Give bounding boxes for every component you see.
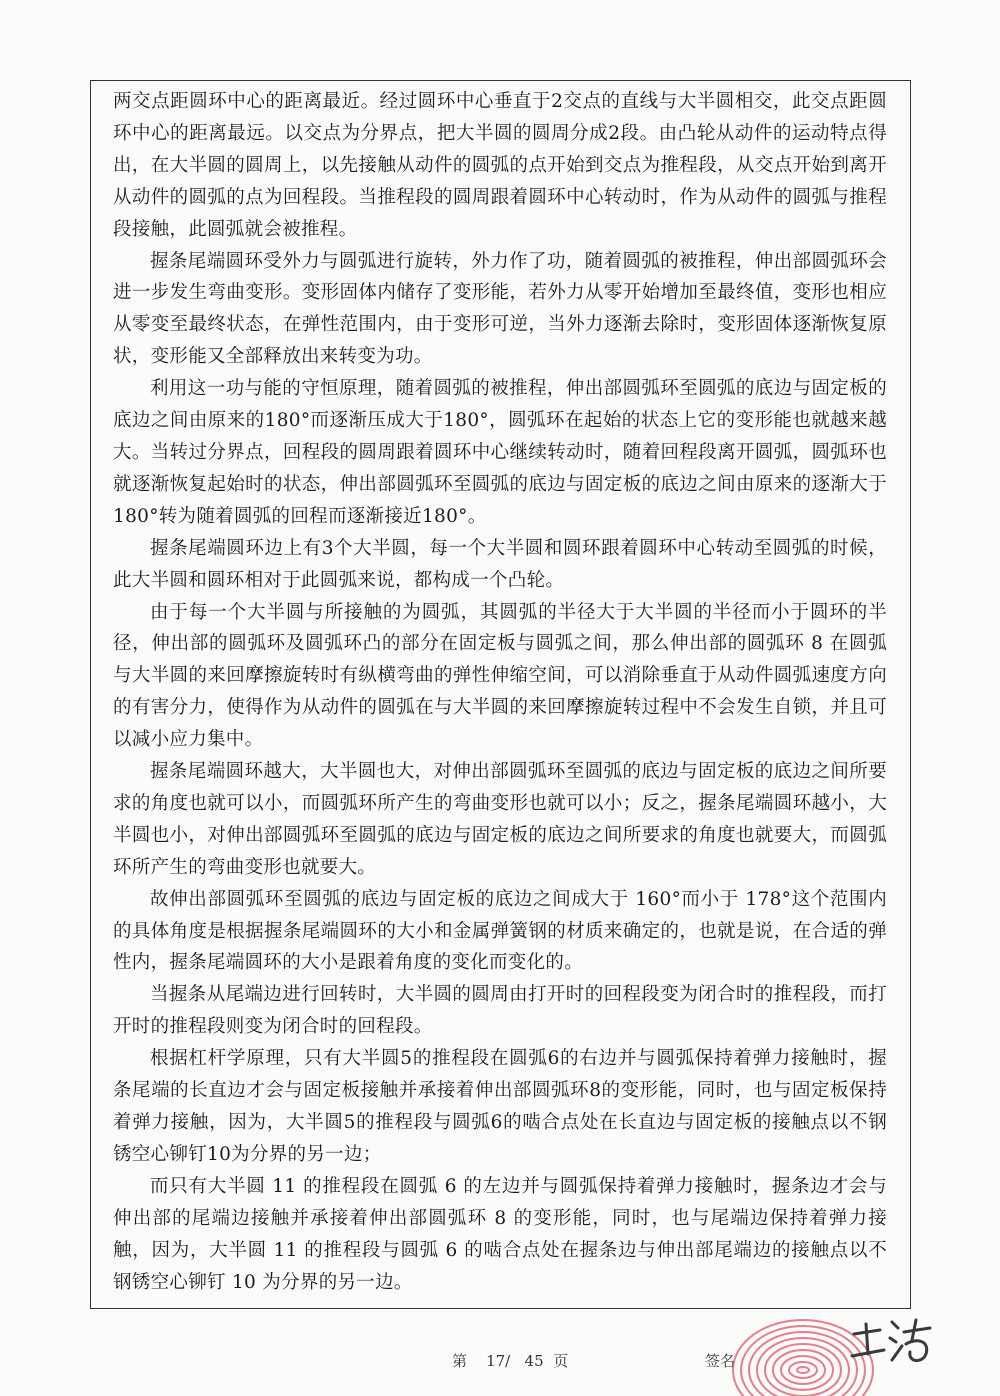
paragraph-4: 握条尾端圆环边上有3个大半圆，每一个大半圆和圆环跟着圆环中心转动至圆弧的时候，此大半圆和圆环相对于此圆弧来说，都构成一个凸轮。 xyxy=(113,537,887,591)
paragraph-3: 利用这一功与能的守恒原理，随着圆弧的被推程，伸出部圆弧环至圆弧的底边与固定板的底边之间由原来的180°而逐渐压成大于180°，圆弧环在起始的状态上它的变形能也就越来越大。当转过分界点，回程段的圆周跟着圆环中心继续转动时，随着回程段离开圆弧，圆弧环也就逐渐恢复起始时的状态，伸出部圆弧环至圆弧的底边与固定板的底边之间由原来的逐渐大于180°转为随着圆弧的回程而逐渐接近180°。 xyxy=(113,378,887,527)
paragraph-7: 故伸出部圆弧环至圆弧的底边与固定板的底边之间成大于 160°而小于 178°这个范围内的具体角度是根据握条尾端圆环的大小和金属弹簧钢的材质来确定的，也就是说，在合适的弹性内，握条尾端圆环的大小是跟着角度的变化而变化的。 xyxy=(113,888,887,974)
paragraph-5: 由于每一个大半圆与所接触的为圆弧，其圆弧的半径大于大半圆的半径而小于圆环的半径，伸出部的圆弧环及圆弧环凸的部分在固定板与圆弧之间，那么伸出部的圆弧环 8 在圆弧与大半圆的来回摩擦旋转时有纵横弯曲的弹性伸缩空间，可以消除垂直于从动件圆弧速度方向的有害分力，使得作为从动件的圆弧在与大半圆的来回摩擦旋转过程中不会发生自锁，并且可以减小应力集中。 xyxy=(113,601,887,751)
paragraph-8: 当握条从尾端边进行回转时，大半圆的圆周由打开时的回程段变为闭合时的推程段，而打开时的推程段则变为闭合时的回程段。 xyxy=(113,984,887,1038)
paragraph-1: 两交点距圆环中心的距离最近。经过圆环中心垂直于2交点的直线与大半圆相交，此交点距圆环中心的距离最远。以交点为分界点，把大半圆的圆周分成2段。由凸轮从动件的运动特点得出，在大半圆的圆周上，以先接触从动件的圆弧的点开始到交点为推程段，从交点开始到离开从动件的圆弧的点为回程段。当推程段的圆周跟着圆环中心转动时，作为从动件的圆弧与推程段接触，此圆弧就会被推程。 xyxy=(113,91,887,240)
page-suffix: 页 xyxy=(553,1352,569,1370)
page-number xyxy=(452,1350,568,1371)
paragraph-10: 而只有大半圆 11 的推程段在圆弧 6 的左边并与圆弧保持着弹力接触时，握条边才会与伸出部的尾端边接触并承接着伸出部圆弧环 8 的变形能，同时，也与尾端边保持着弹力接触，因为，大半圆 11 的推程段与圆弧 6 的啮合点处在握条边与伸出部尾端边的接触点以不钢锈空心铆钉 10 为分界的另一边。 xyxy=(113,1175,887,1293)
handwritten-signature xyxy=(846,1310,936,1370)
page-current: 17/ xyxy=(486,1352,511,1370)
paragraph-9: 根据杠杆学原理，只有大半圆5的推程段在圆弧6的右边并与圆弧保持着弹力接触时，握条尾端的长直边才会与固定板接触并承接着伸出部圆弧环8的变形能，同时，也与固定板保持着弹力接触，因为，大半圆5的推程段与圆弧6的啮合点处在长直边与固定板的接触点以不钢锈空心铆钉10为分界的另一边； xyxy=(113,1048,887,1165)
paragraph-2: 握条尾端圆环受外力与圆弧进行旋转，外力作了功，随着圆弧的被推程，伸出部圆弧环会进一步发生弯曲变形。变形固体内储存了变形能，若外力从零开始增加至最终值，变形也相应从零变至最终状态，在弹性范围内，由于变形可逆，当外力逐渐去除时，变形固体逐渐恢复原状，变形能又全部释放出来转变为功。 xyxy=(113,250,887,368)
signature-label: 签名 xyxy=(705,1352,736,1370)
page-total: 45 xyxy=(524,1352,544,1370)
paragraph-6: 握条尾端圆环越大，大半圆也大，对伸出部圆弧环至圆弧的底边与固定板的底边之间所要求的角度也就可以小，而圆弧环所产生的弯曲变形也就可以小；反之，握条尾端圆环越小，大半圆也小，对伸出部圆弧环至圆弧的底边与固定板的底边之间所要求的角度也就要大，而圆弧环所产生的弯曲变形也就要大。 xyxy=(113,761,887,878)
page-prefix: 第 xyxy=(452,1352,468,1370)
document-body xyxy=(113,86,887,1298)
